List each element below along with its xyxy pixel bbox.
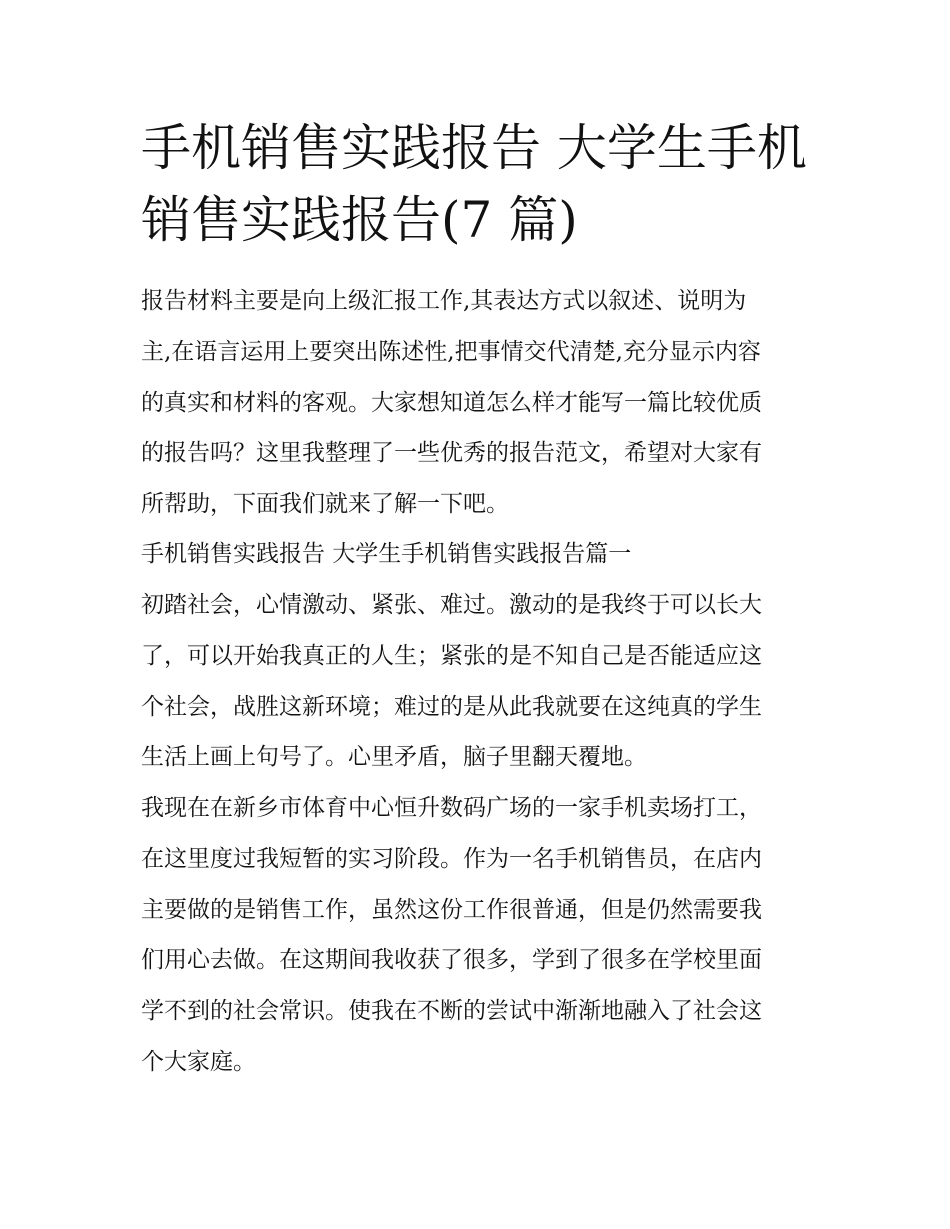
paragraph-line: 个大家庭。 — [141, 1049, 256, 1075]
intro-line: 所帮助，下面我们就来了解一下吧。 — [141, 491, 509, 517]
intro-line: 的报告吗？这里我整理了一些优秀的报告范文，希望对大家有 — [141, 440, 762, 466]
paragraph-line: 生活上画上句号了。心里矛盾，脑子里翻天覆地。 — [141, 744, 647, 770]
paragraph-line: 主要做的是销售工作，虽然这份工作很普通，但是仍然需要我 — [141, 897, 762, 923]
paragraph-line: 们用心去做。在这期间我收获了很多，学到了很多在学校里面 — [141, 947, 762, 973]
section-heading: 手机销售实践报告 大学生手机销售实践报告篇一 — [141, 541, 632, 567]
title-line-1: 手机销售实践报告 大学生手机 — [141, 119, 807, 177]
intro-line: 报告材料主要是向上级汇报工作,其表达方式以叙述、说明为 — [141, 288, 747, 314]
paragraph-line: 在这里度过我短暂的实习阶段。作为一名手机销售员，在店内 — [141, 846, 762, 872]
paragraph-line: 我现在在新乡市体育中心恒升数码广场的一家手机卖场打工， — [141, 795, 762, 821]
intro-line: 主,在语言运用上要突出陈述性,把事情交代清楚,充分显示内容 — [141, 339, 761, 365]
paragraph-line: 了，可以开始我真正的人生；紧张的是不知自己是否能适应这 — [141, 643, 762, 669]
document-title — [141, 112, 821, 256]
paragraph-line: 学不到的社会常识。使我在不断的尝试中渐渐地融入了社会这 — [141, 998, 762, 1024]
paragraph-line: 个社会，战胜这新环境；难过的是从此我就要在这纯真的学生 — [141, 694, 762, 720]
title-line-2: 销售实践报告(7 篇) — [141, 191, 578, 249]
intro-line: 的真实和材料的客观。大家想知道怎么样才能写一篇比较优质 — [141, 390, 762, 416]
paragraph-line: 初踏社会，心情激动、紧张、难过。激动的是我终于可以长大 — [141, 592, 762, 618]
